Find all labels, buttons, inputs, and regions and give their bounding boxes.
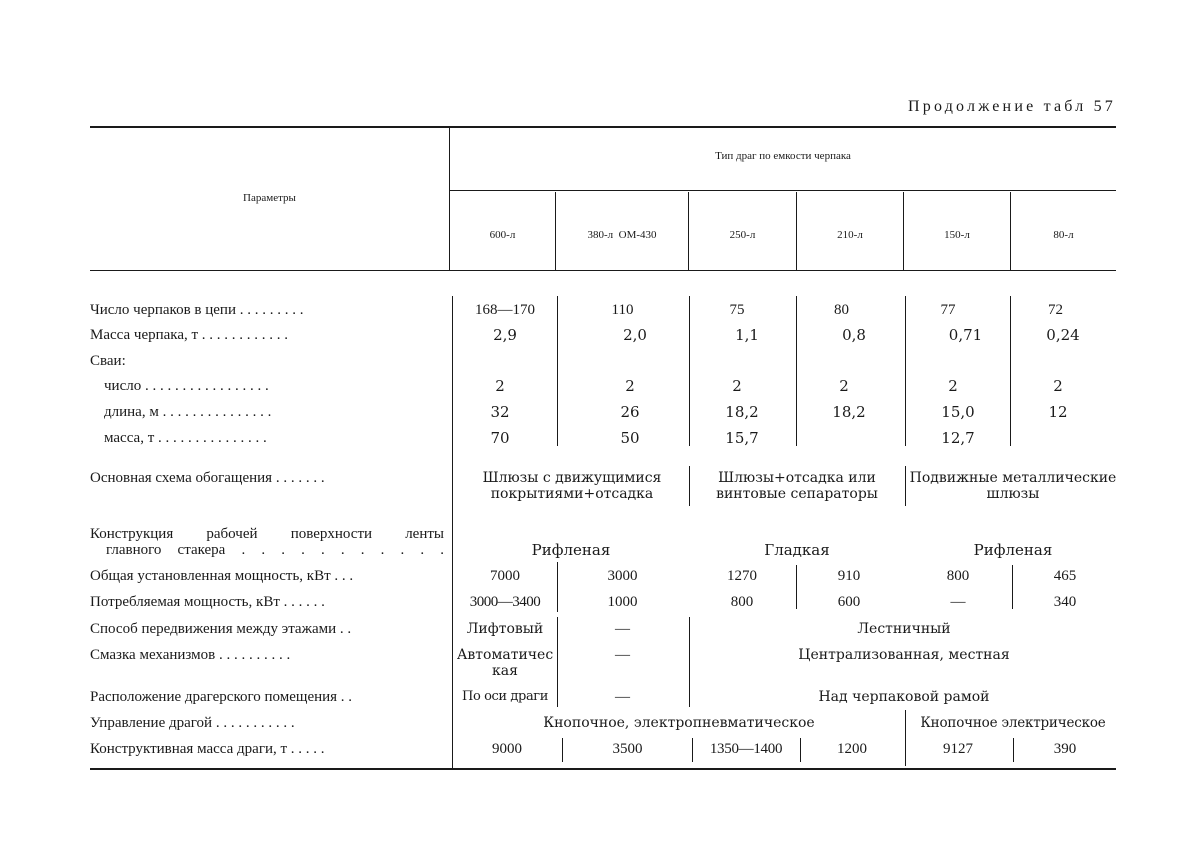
column-header: 150-л — [944, 229, 970, 241]
table-cell: 2 — [732, 377, 742, 395]
row-label: Общая установленная мощность, кВт . . . — [90, 568, 354, 584]
table-cell: 465 — [1053, 568, 1077, 584]
body-divider — [905, 296, 906, 446]
row-label-line: Конструкция рабочей поверхности ленты — [90, 526, 444, 542]
body-divider — [557, 562, 558, 612]
table-cell: 3500 — [612, 741, 643, 757]
table-cell: 50 — [620, 429, 640, 447]
table-cell: 1,1 — [735, 326, 759, 344]
table-cell: Рифленая — [531, 541, 611, 559]
body-divider — [905, 466, 906, 506]
row-label: Масса черпака, т . . . . . . . . . . . . — [90, 327, 289, 343]
row-label: Основная схема обогащения . . . . . . . — [90, 470, 325, 486]
table-cell: 70 — [490, 429, 510, 447]
table-cell: Централизованная, местная — [798, 647, 1010, 663]
row-label — [90, 526, 444, 560]
table-cell: Гладкая — [764, 541, 830, 559]
table-cell: 12 — [1048, 403, 1068, 421]
table-cell: 3000 — [607, 568, 638, 584]
table-cell: 18,2 — [832, 403, 866, 421]
top-rule — [90, 126, 1116, 128]
table-cell: 600 — [837, 594, 861, 610]
table-cell: 2 — [625, 377, 635, 395]
table-cell: 800 — [730, 594, 754, 610]
table-cell: 15,7 — [725, 429, 759, 447]
row-label: Управление драгой . . . . . . . . . . . — [90, 715, 295, 731]
body-divider — [1012, 565, 1013, 609]
body-divider — [800, 738, 801, 762]
row-label: Число черпаков в цепи . . . . . . . . . — [90, 302, 304, 318]
row-label: Способ передвижения между этажами . . — [90, 621, 352, 637]
params-header: Параметры — [243, 192, 296, 204]
table-cell: 1000 — [607, 594, 638, 610]
column-header: 250-л — [729, 229, 756, 241]
table-cell: Шлюзы с движущимися покрытиями+отсадка — [482, 470, 662, 502]
table-cell: 9000 — [492, 741, 522, 757]
table-cell: 15,0 — [941, 403, 975, 421]
table-cell: 32 — [490, 403, 510, 421]
header-group-rule — [450, 190, 1116, 191]
table-cell: 9127 — [943, 741, 973, 757]
table-cell: Подвижные металлические шлюзы — [909, 470, 1117, 502]
table-cell: — — [950, 594, 966, 610]
table-cell: 2 — [495, 377, 505, 395]
table-cell: 3000—3400 — [469, 594, 541, 610]
table-cell: 0,24 — [1046, 326, 1080, 344]
row-label: число . . . . . . . . . . . . . . . . . — [104, 378, 269, 394]
table-cell: Кнопочное, электропневматическое — [543, 715, 815, 731]
table-cell: 110 — [611, 302, 634, 318]
body-divider — [1010, 296, 1011, 446]
table-cell: 2,0 — [623, 326, 647, 344]
table-cell: 75 — [729, 302, 745, 318]
body-divider — [689, 296, 690, 446]
body-divider — [692, 738, 693, 762]
table-cell: 26 — [620, 403, 640, 421]
table-cell: 80 — [834, 302, 849, 318]
group-header: Тип драг по емкости черпака — [715, 150, 851, 162]
table-cell: 2 — [1053, 377, 1063, 395]
body-divider — [905, 710, 906, 766]
table-cell: 800 — [946, 568, 970, 584]
table-cell: — — [615, 689, 630, 705]
body-divider — [1013, 738, 1014, 762]
table-cell: 1270 — [727, 568, 757, 584]
row-label: Сваи: — [90, 353, 126, 369]
column-header: 600-л — [489, 229, 516, 241]
table-cell: Автоматическая — [456, 647, 554, 679]
table-cell: 390 — [1053, 741, 1077, 757]
table-cell: 2,9 — [493, 326, 517, 344]
table-cell: 1200 — [837, 741, 867, 757]
table-cell: Над черпаковой рамой — [818, 689, 990, 705]
row-label: Смазка механизмов . . . . . . . . . . — [90, 647, 291, 663]
body-divider — [562, 738, 563, 762]
row-label-line: главного стакера . . . . . . . . . . . — [106, 542, 444, 558]
table-cell: 340 — [1053, 594, 1077, 610]
table-cell: Шлюзы+отсадка или винтовые сепараторы — [716, 470, 878, 502]
table-cell: 0,8 — [842, 326, 866, 344]
table-cell: 12,7 — [941, 429, 975, 447]
row-label: Потребляемая мощность, кВт . . . . . . — [90, 594, 325, 610]
table-cell: — — [615, 647, 630, 663]
table-caption: Продолжение табл 57 — [908, 98, 1116, 115]
table-cell: Лестничный — [857, 621, 951, 637]
table-cell: 18,2 — [725, 403, 759, 421]
body-divider — [557, 296, 558, 446]
table-cell: По оси драги — [462, 689, 548, 704]
column-header: 210-л — [837, 229, 863, 241]
table-cell: 910 — [837, 568, 861, 584]
table-cell: Рифленая — [973, 541, 1053, 559]
row-label: Конструктивная масса драги, т . . . . . — [90, 741, 325, 757]
bottom-rule — [90, 768, 1116, 770]
table-cell: 2 — [839, 377, 849, 395]
body-divider — [796, 565, 797, 609]
table-cell: 72 — [1048, 302, 1063, 318]
row-label: масса, т . . . . . . . . . . . . . . . — [104, 430, 267, 446]
body-divider — [557, 617, 558, 707]
table-cell: 0,71 — [948, 326, 983, 344]
body-divider — [689, 466, 690, 506]
column-header: 380-л ОМ-430 — [587, 229, 657, 241]
table-cell: 1350—1400 — [709, 741, 783, 757]
row-label: длина, м . . . . . . . . . . . . . . . — [104, 404, 272, 420]
table-cell: 168—170 — [475, 302, 535, 318]
column-header: 80-л — [1053, 229, 1074, 241]
table-cell: — — [615, 621, 630, 637]
table-cell: 2 — [948, 377, 958, 395]
table-cell: 77 — [940, 302, 956, 318]
body-divider — [796, 296, 797, 446]
table-cell: Кнопочное электрическое — [920, 715, 1106, 731]
row-label: Расположение драгерского помещения . . — [90, 689, 353, 705]
body-divider — [689, 617, 690, 707]
header-bottom-rule — [90, 270, 1116, 271]
table-cell: Лифтовый — [466, 621, 544, 637]
table-cell: 7000 — [490, 568, 520, 584]
